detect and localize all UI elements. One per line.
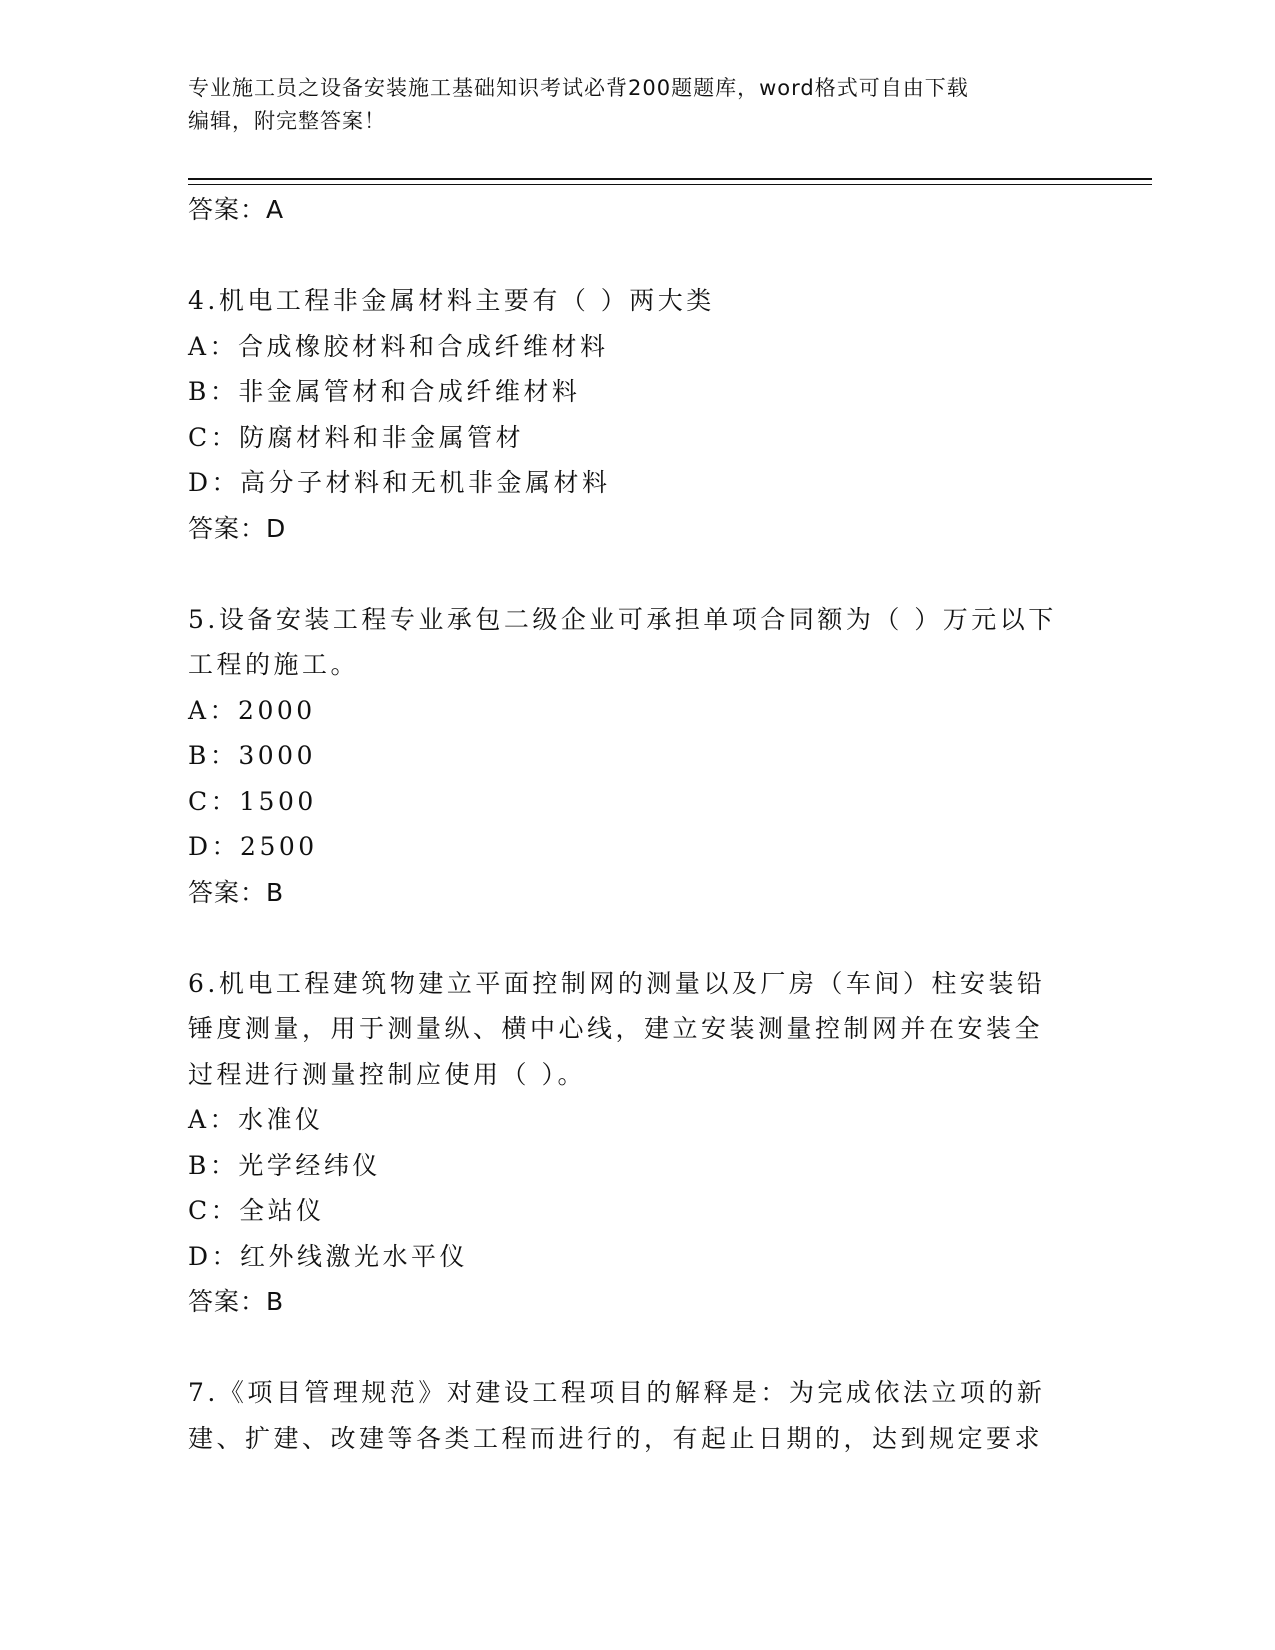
option-c: C：全站仪 — [188, 1196, 325, 1225]
option-d: D：红外线激光水平仪 — [188, 1241, 469, 1271]
question-text: 工程的施工。 — [188, 650, 360, 679]
question-text: 7.《项目管理规范》对建设工程项目的解释是：为完成依法立项的新 — [188, 1378, 1046, 1407]
option-c: C：防腐材料和非金属管材 — [188, 422, 525, 452]
question-text: 4.机电工程非金属材料主要有（ ）两大类 — [188, 286, 715, 315]
spacer — [188, 1325, 1088, 1371]
option-d: D：2500 — [188, 832, 318, 861]
spacer — [188, 915, 1088, 961]
question-block — [188, 1370, 1088, 1461]
header-title-line-1: 专业施工员之设备安装施工基础知识考试必背200题题库，word格式可自由下载 — [188, 76, 969, 100]
option-b: B：光学经纬仪 — [188, 1150, 381, 1180]
question-block — [188, 597, 1088, 916]
option-a: A：水准仪 — [188, 1105, 324, 1134]
question-text: 5.设备安装工程专业承包二级企业可承担单项合同额为（ ）万元以下 — [188, 604, 1057, 634]
header-divider-thick — [188, 178, 1152, 180]
question-content — [188, 187, 1088, 1461]
option-b: B：非金属管材和合成纤维材料 — [188, 377, 581, 406]
spacer — [188, 233, 1088, 279]
option-b: B：3000 — [188, 741, 316, 770]
spacer — [188, 551, 1088, 597]
answer-line: 答案：D — [188, 513, 287, 543]
question-text: 过程进行测量控制应使用（ ）。 — [188, 1059, 586, 1089]
question-text: 锤度测量，用于测量纵、横中心线，建立安装测量控制网并在安装全 — [188, 1014, 1044, 1043]
option-d: D：高分子材料和无机非金属材料 — [188, 468, 611, 497]
question-text: 建、扩建、改建等各类工程而进行的，有起止日期的，达到规定要求 — [188, 1423, 1044, 1453]
option-c: C：1500 — [188, 786, 317, 816]
question-block — [188, 278, 1088, 551]
answer-line: 答案：B — [188, 1287, 285, 1316]
question-text: 6.机电工程建筑物建立平面控制网的测量以及厂房（车间）柱安装铅 — [188, 968, 1046, 998]
question-block — [188, 961, 1088, 1325]
answer-line: 答案：B — [188, 877, 285, 907]
header-divider-thin — [188, 184, 1152, 185]
document-header — [188, 72, 1068, 138]
option-a: A：合成橡胶材料和合成纤维材料 — [188, 331, 609, 361]
answer-line: 答案：A — [188, 195, 285, 224]
option-a: A：2000 — [188, 695, 316, 725]
header-title-line-2: 编辑，附完整答案！ — [188, 109, 386, 133]
